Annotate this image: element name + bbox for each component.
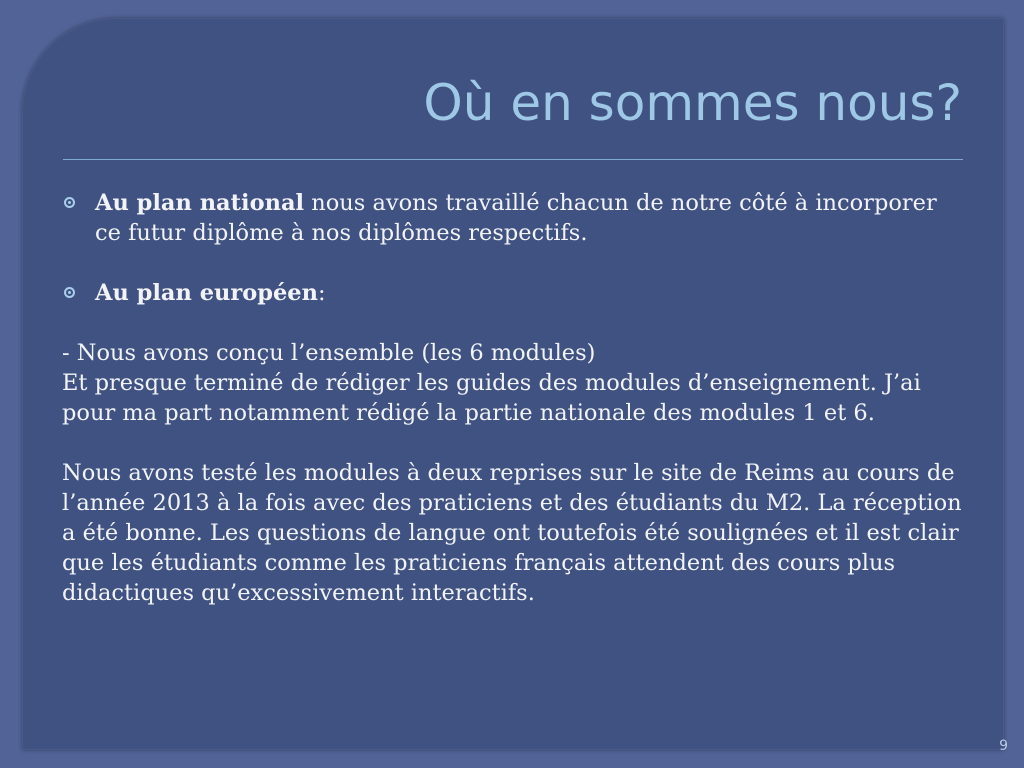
page-number: 9 xyxy=(999,738,1008,754)
spacer xyxy=(62,308,962,338)
circle-bullet-icon xyxy=(64,197,75,208)
paragraph-guides: Et presque terminé de rédiger les guides des modules d’enseignement. J’ai pour ma part notamment rédigé la partie nationale des modules 1 et 6. xyxy=(62,370,921,426)
bullet-european-heading: Au plan européen xyxy=(95,280,318,306)
circle-bullet-icon xyxy=(64,287,75,298)
bullet-national xyxy=(62,188,962,248)
bullet-european-text: : xyxy=(317,280,326,306)
slide-title: Où en sommes nous? xyxy=(423,74,962,132)
bullet-national-text: nous avons travaillé chacun de notre côté à incorporer ce futur diplôme à nos diplômes respectifs. xyxy=(95,190,937,246)
slide-content xyxy=(62,188,962,608)
paragraph-testing: Nous avons testé les modules à deux reprises sur le site de Reims au cours de l’année 2013 à la fois avec des praticiens et des étudiants du M2. La réception a été bonne. Les questions de langue ont toutefois été soulignées et il est clair que les étudiants comme les praticiens français attendent des cours plus didactiques qu’excessivement interactifs. xyxy=(62,460,962,606)
paragraph-modules-designed: - Nous avons conçu l’ensemble (les 6 modules) xyxy=(62,340,596,366)
bullet-european xyxy=(62,278,962,308)
title-divider xyxy=(63,159,963,160)
spacer xyxy=(62,248,962,278)
bullet-national-heading: Au plan national xyxy=(95,190,305,216)
spacer xyxy=(62,428,962,458)
